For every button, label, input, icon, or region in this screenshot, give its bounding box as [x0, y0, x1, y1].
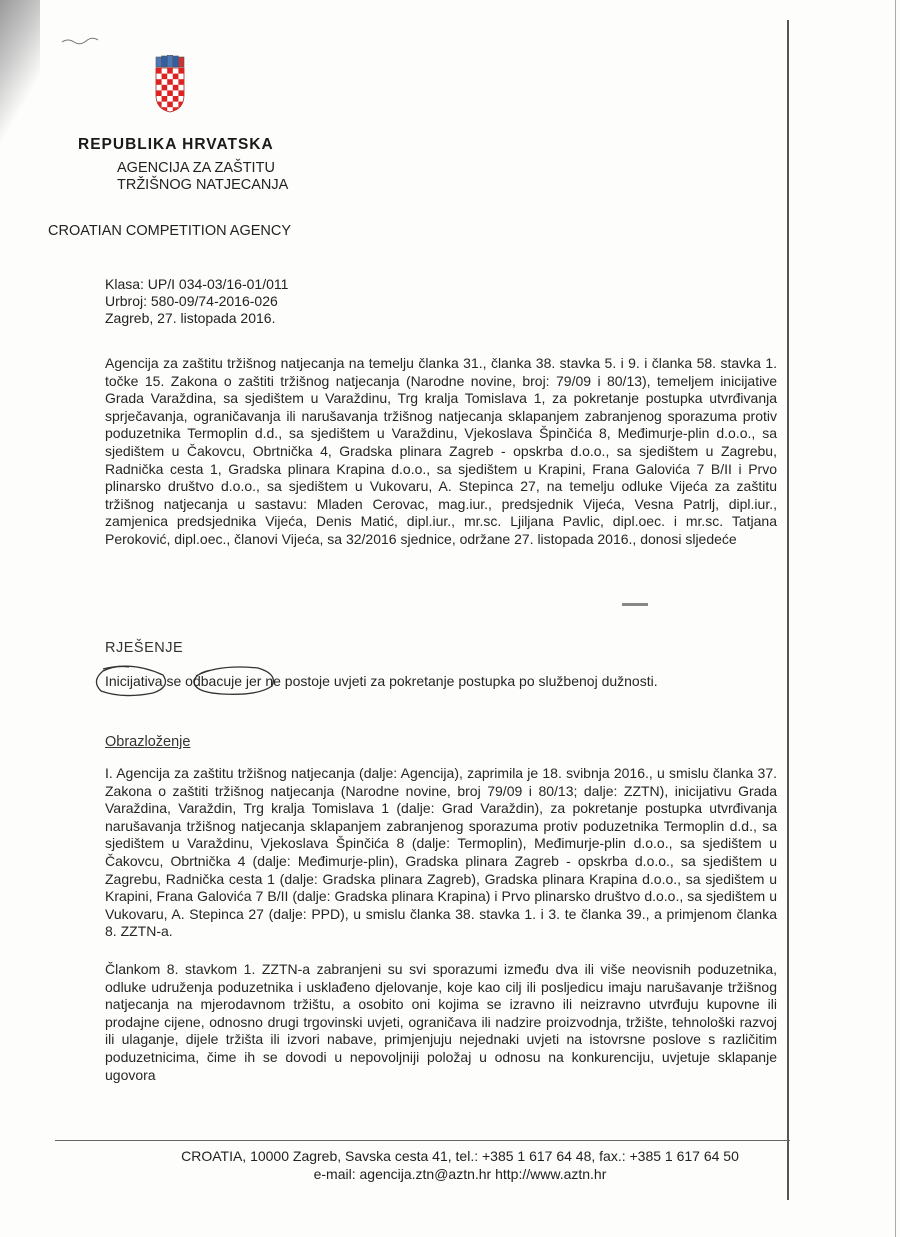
country-name: REPUBLIKA HRVATSKA [78, 136, 274, 153]
decision-word-rejected: odbacuje [185, 673, 242, 689]
scan-edge-line [895, 0, 896, 1237]
reference-block [105, 276, 288, 327]
coat-of-arms-icon [155, 55, 185, 113]
decision-rest: jer ne postoje uvjeti za pokretanje postupka po službenoj dužnosti. [245, 673, 658, 689]
place-and-date: Zagreb, 27. listopada 2016. [105, 310, 276, 326]
footer-divider [55, 1140, 790, 1141]
decision-heading: RJEŠENJE [105, 640, 184, 656]
decision-word-initiative: Inicijativa [105, 673, 163, 689]
scan-edge-shadow [0, 0, 40, 140]
decision-word-se: se [166, 673, 182, 689]
reasoning-paragraph-2: Člankom 8. stavkom 1. ZZTN-a zabranjeni su svi sporazumi između dva ili više neovisnih poduzetnika, odluke udruženja poduzetnika i usklađeno djelovanje, koje kao cilj ili posljedicu imaju narušavanje tržišnog natjecanja na mjerodavnom tržištu, a osobito oni kojima se izravno ili neizravno utvrđuju kupovne ili prodajne cijene, odnosno drugi trgovinski uvjeti, ograničava ili nadzire proizvodnja, tržište, tehnološki razvoj ili ulaganje, dijele tržišta ili izvori nabave, primjenjuju nejednaki uvjeti na istovrsne poslove s različitim poduzetnicima, čime ih se dovodi u nepovoljniji položaj u odnosu na konkurenciju, uvjetuje sklapanje ugovora [105, 961, 777, 1083]
intro-paragraph: Agencija za zaštitu tržišnog natjecanja na temelju članka 31., članka 38. stavka 5. i 9. i članka 58. stavka 1. točke 15. Zakona o zaštiti tržišnog natjecanja (Narodne novine, broj: 79/09 i 80/13), temeljem inicijative Grada Varaždina, sa sjedištem u Varaždinu, Trg kralja Tomislava 1, za pokretanje postupka utvrđivanja sprječavanja, ograničavanja ili narušavanja tržišnog natjecanja sklapanjem zabranjenog sporazuma protiv poduzetnika Termoplin d.d., sa sjedištem u Varaždinu, Vjekoslava Špinčića 8, Međimurje-plin d.o.o., sa sjedištem u Čakovcu, Obrtnička 4, Gradska plinara Zagreb - opskrba d.o.o., sa sjedištem u Zagrebu, Radnička cesta 1, Gradska plinara Krapina d.o.o., sa sjedištem u Krapini, Frana Galovića 7 B/II i Prvo plinarsko društvo d.o.o., sa sjedištem u Vukovaru, A. Stepinca 27, na temelju odluke Vijeća za zaštitu tržišnog natjecanja u sastavu: Mladen Cerovac, mag.iur., predsjednik Vijeća, Vesna Patrlj, dipl.iur., zamjenica predsjednika Vijeća, Denis Matić, dipl.iur., mr.sc. Ljiljana Pavlic, dipl.oec. i mr.sc. Tatjana Peroković, dipl.oec., članovi Vijeća, sa 32/2016 sjednice, održane 27. listopada 2016., donosi sljedeće [105, 355, 777, 547]
agency-name-english: CROATIAN COMPETITION AGENCY [48, 223, 292, 239]
margin-rule [787, 20, 789, 1200]
class-number: Klasa: UP/I 034-03/16-01/011 [105, 276, 289, 292]
agency-name-line1: AGENCIJA ZA ZAŠTITU [117, 160, 275, 176]
pen-stroke [622, 603, 648, 606]
pen-mark [60, 36, 100, 46]
reasoning-paragraph-1: I. Agencija za zaštitu tržišnog natjecanja (dalje: Agencija), zaprimila je 18. svibnja 2016., u smislu članka 37. Zakona o zaštiti tržišnog natjecanja (Narodne novine, broj 79/09 i 80/13; dalje: ZZTN), inicijativu Grada Varaždina, Varaždin, Trg kralja Tomislava 1 (dalje: Grad Varaždin), za pokretanje postupka utvrđivanja narušavanja tržišnog natjecanja sklapanjem zabranjenog sporazuma protiv poduzetnika Termoplin d.d., sa sjedištem u Varaždinu, Vjekoslava Špinčića 8 (dalje: Termoplin), Međimurje-plin d.o.o., sa sjedištem u Čakovcu, Obrtnička 4 (dalje: Međimurje-plin), Gradska plinara Zagreb - opskrba d.o.o., sa sjedištem u Zagrebu, Radnička cesta 1 (dalje: Gradska plinara Zagreb), Gradska plinara Krapina d.o.o., sa sjedištem u Krapini, Frana Galovića 7 B/II (dalje: Gradska plinara Krapina) i Prvo plinarsko društvo d.o.o., sa sjedištem u Vukovaru, A. Stepinca 27 (dalje: PPD), u smislu članka 38. stavka 1. i 3. te članka 39., a primjenom članka 8. ZZTN-a. [105, 765, 777, 940]
reasoning-heading: Obrazloženje [105, 734, 191, 750]
agency-name-line2: TRŽIŠNOG NATJECANJA [117, 177, 289, 193]
footer-address: CROATIA, 10000 Zagreb, Savska cesta 41, tel.: +385 1 617 64 48, fax.: +385 1 617 64 50 [181, 1148, 739, 1164]
decision-text [105, 673, 658, 689]
registry-number: Urbroj: 580-09/74-2016-026 [105, 293, 278, 309]
footer-contact: e-mail: agencija.ztn@aztn.hr http://www.aztn.hr [313, 1166, 607, 1182]
